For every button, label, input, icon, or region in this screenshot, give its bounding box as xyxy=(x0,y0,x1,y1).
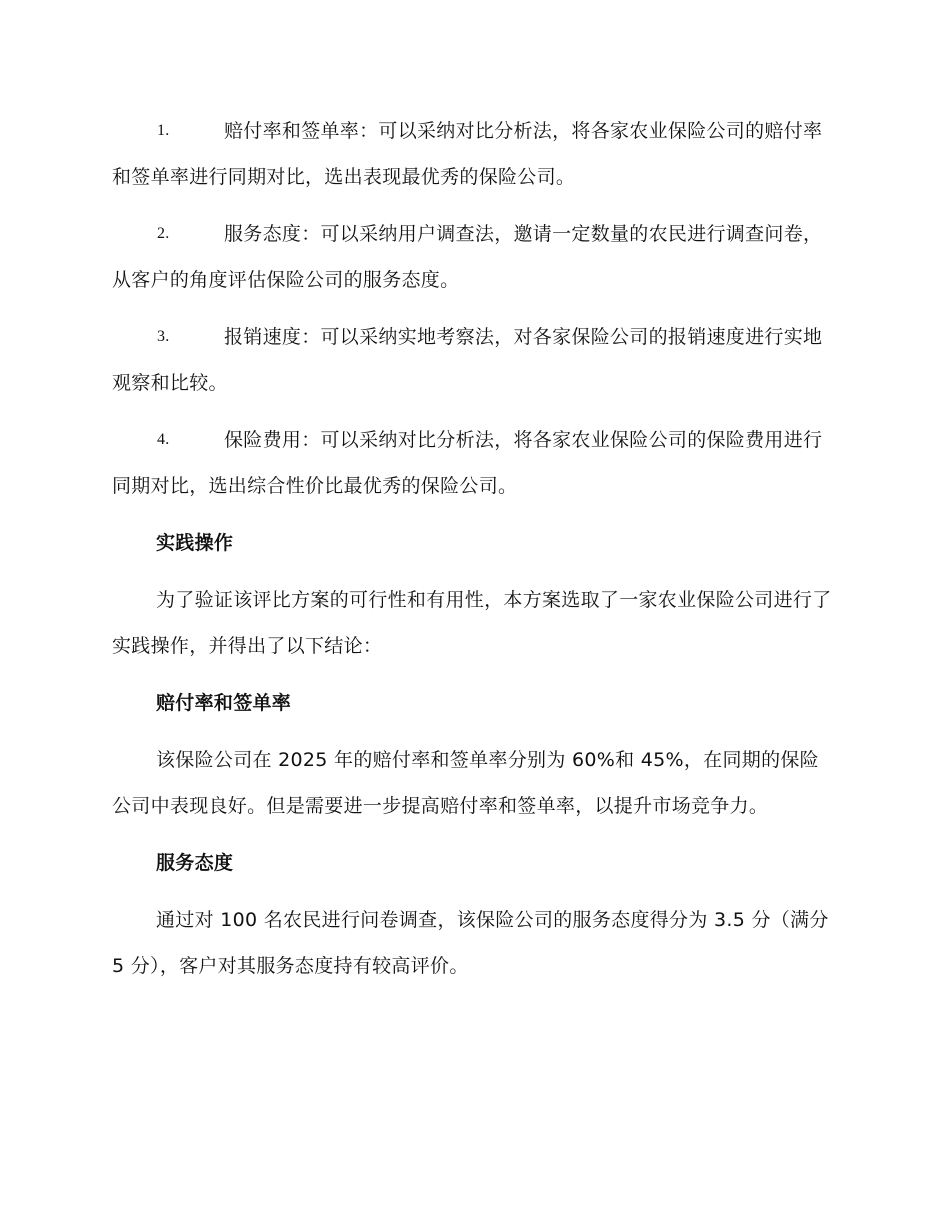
list-item-number: 4. xyxy=(157,431,170,448)
section-paragraph-practice: 为了验证该评比方案的可行性和有用性，本方案选取了一家农业保险公司进行了实践操作，并得出了以下结论： xyxy=(112,589,832,657)
list-item-text: 保险费用：可以采纳对比分析法，将各家农业保险公司的保险费用进行同期对比，选出综合性价比最优秀的保险公司。 xyxy=(112,429,823,497)
list-item-text: 报销速度：可以采纳实地考察法，对各家保险公司的报销速度进行实地观察和比较。 xyxy=(112,326,823,394)
list-item-text: 服务态度：可以采纳用户调查法，邀请一定数量的农民进行调查问卷，从客户的角度评估保险公司的服务态度。 xyxy=(112,223,823,291)
list-item xyxy=(112,211,834,303)
list-item xyxy=(112,314,834,406)
list-item xyxy=(112,417,834,509)
section-heading-payout: 赔付率和签单率 xyxy=(156,692,292,714)
section-heading-practice: 实践操作 xyxy=(156,532,234,554)
list-item-number: 2. xyxy=(157,225,170,242)
list-item-text: 赔付率和签单率：可以采纳对比分析法，将各家农业保险公司的赔付率和签单率进行同期对比，选出表现最优秀的保险公司。 xyxy=(112,120,823,188)
list-item xyxy=(112,108,834,200)
section-heading-service: 服务态度 xyxy=(156,852,234,874)
list-item-number: 1. xyxy=(157,122,170,139)
section-paragraph-service: 通过对 100 名农民进行问卷调查，该保险公司的服务态度得分为 3.5 分（满分 5 分），客户对其服务态度持有较高评价。 xyxy=(112,909,829,977)
document-content xyxy=(112,108,834,1000)
section-paragraph-payout: 该保险公司在 2025 年的赔付率和签单率分别为 60%和 45%，在同期的保险公司中表现良好。但是需要进一步提高赔付率和签单率，以提升市场竞争力。 xyxy=(112,749,819,817)
list-item-number: 3. xyxy=(157,328,170,345)
